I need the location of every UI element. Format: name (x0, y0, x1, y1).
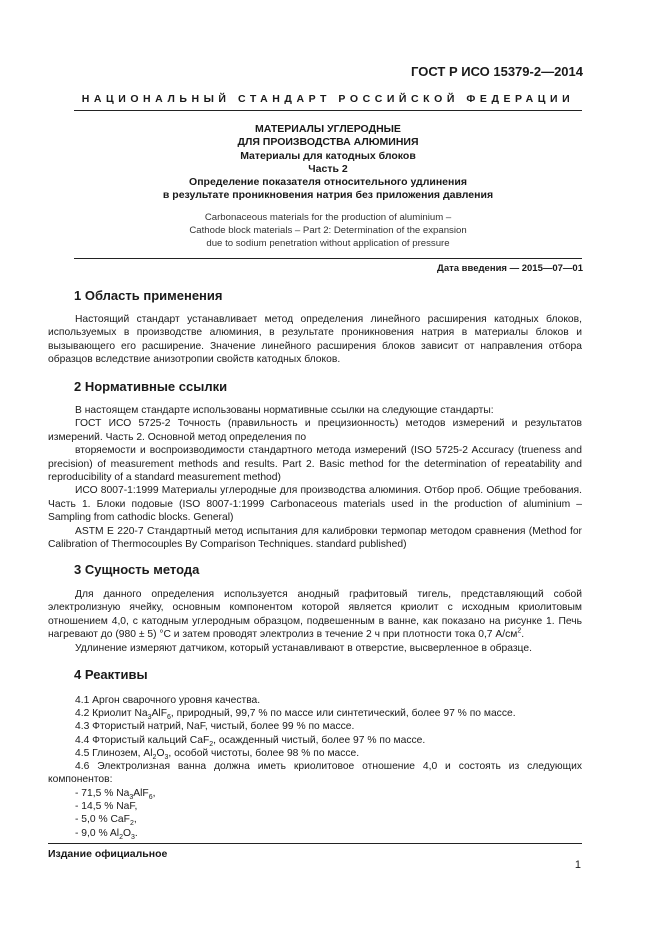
bath-composition-text (48, 760, 582, 787)
list-item: 4.4 Фтористый кальций CaF$_2$, осажденный чистый, более 97 % по массе. (75, 734, 426, 748)
paragraph: ASTM E 220-7 Стандартный метод испытания для калибровки термопар методом сравнения (Method for Calibration of Thermocouples By Comparison Techniques. standard published) (48, 525, 582, 551)
paragraph: ИСО 8007-1:1999 Материалы углеродные для производства алюминия. Отбор проб. Общие требования. Часть 1. Блоки подовые (ISO 8007-1:1999 Carbonaceous materials used in the production of aluminium – Sampling from cathodic blocks. General) (48, 485, 582, 524)
title-line: ДЛЯ ПРОИЗВОДСТВА АЛЮМИНИЯ (237, 136, 419, 149)
bath-components-list (75, 787, 582, 840)
list-item: - 14,5 % NaF, (75, 801, 138, 813)
reagents-list (75, 694, 582, 760)
title-line: МАТЕРИАЛЫ УГЛЕРОДНЫЕ (255, 123, 401, 135)
title-line: Часть 2 (308, 162, 348, 175)
title-line: Материалы для катодных блоков (240, 149, 416, 162)
introduction-date: Дата введения — 2015—07—01 (437, 263, 583, 274)
date-rule (74, 258, 582, 259)
list-item: 4.1 Аргон сварочного уровня качества. (75, 695, 261, 706)
list-item: - 5,0 % CaF$_2$, (75, 814, 137, 828)
title-line: в результате проникновения натрия без приложения давления (162, 189, 494, 202)
national-standard-banner: НАЦИОНАЛЬНЫЙ СТАНДАРТ РОССИЙСКОЙ ФЕДЕРАЦИИ (81, 93, 575, 105)
page-number: 1 (574, 859, 581, 871)
section-1-body (48, 313, 582, 367)
english-title-line: due to sodium penetration without application of pressure (206, 238, 450, 249)
paragraph: Настоящий стандарт устанавливает метод определения линейного расширения катодных блоков, используемых в производстве алюминия, в результате проникновения натрия в материалы блоков и вызывающего его расширение. Значение линейного расширения блоков зависит от направления отбора образцов вследствие анизотропии свойств катодных блоков. (48, 314, 582, 366)
list-item: 4.3 Фтористый натрий, NaF, чистый, более 99 % по массе. (75, 721, 355, 733)
section-2-body (48, 404, 582, 551)
paragraph: Для данного определения используется анодный графитовый тигель, представляющий собой электролизную ячейку, основным компонентом которой является криолит с исходным криолитовым отношением 4,0, с катодным углеродным образцом, подвешенным в ванне, как показано на рисунке 1. Печь нагревают до (980 ± 5) °С и затем проводят электролиз в течение 2 ч при плотности тока 0,7 $А/см^2$. (48, 589, 582, 641)
section-heading: 4 Реактивы (74, 667, 148, 682)
paragraph: 4.6 Электролизная ванна должна иметь криолитовое отношение 4,0 и состоять из следующих компонентов: (48, 761, 582, 786)
paragraph: вторяемости и воспроизводимости стандартного метода измерений (ISO 5725-2 Accuracy (trueness and precision) of measurement methods and results. Part 2. Basic method for the determination of repeatability and reproducibility of a standard measurement method) (48, 445, 582, 484)
footer-rule (48, 843, 582, 844)
list-item: 4.5 Глинозем, $Al_2O_3$, особой чистоты, более 98 % по массе. (75, 747, 360, 761)
header-rule (74, 110, 582, 111)
section-heading: 3 Сущность метода (74, 562, 200, 577)
document-title (74, 123, 582, 203)
section-3-body (48, 588, 582, 655)
english-title-line: Carbonaceous materials for the production of aluminium – (204, 212, 452, 223)
english-title-line: Cathode block materials – Part 2: Determination of the expansion (189, 225, 467, 236)
paragraph: Удлинение измеряют датчиком, который устанавливают в отверстие, высверленное в образце. (75, 642, 532, 654)
standard-code: ГОСТ Р ИСО 15379-2—2014 (411, 64, 583, 79)
paragraph: В настоящем стандарте использованы нормативные ссылки на следующие стандарты: (75, 405, 494, 416)
section-heading: 2 Нормативные ссылки (74, 379, 228, 394)
english-title (74, 211, 582, 250)
section-heading: 1 Область применения (74, 288, 223, 303)
list-item: - 71,5 % $Na_3AlF_6$, (75, 788, 156, 802)
title-line: Определение показателя относительного удлинения (189, 176, 467, 189)
paragraph: ГОСТ ИСО 5725-2 Точность (правильность и прецизионность) методов измерений и результатов измерений. Часть 2. Основной метод определения по (48, 418, 582, 443)
official-edition-label: Издание официальное (48, 848, 168, 860)
list-item: - 9,0 % $Al_2O_3$. (75, 827, 138, 841)
list-item: 4.2 Криолит $Na_3AlF_6$, природный, 99,7 % по массе или синтетический, более 97 % по массе. (75, 708, 516, 722)
